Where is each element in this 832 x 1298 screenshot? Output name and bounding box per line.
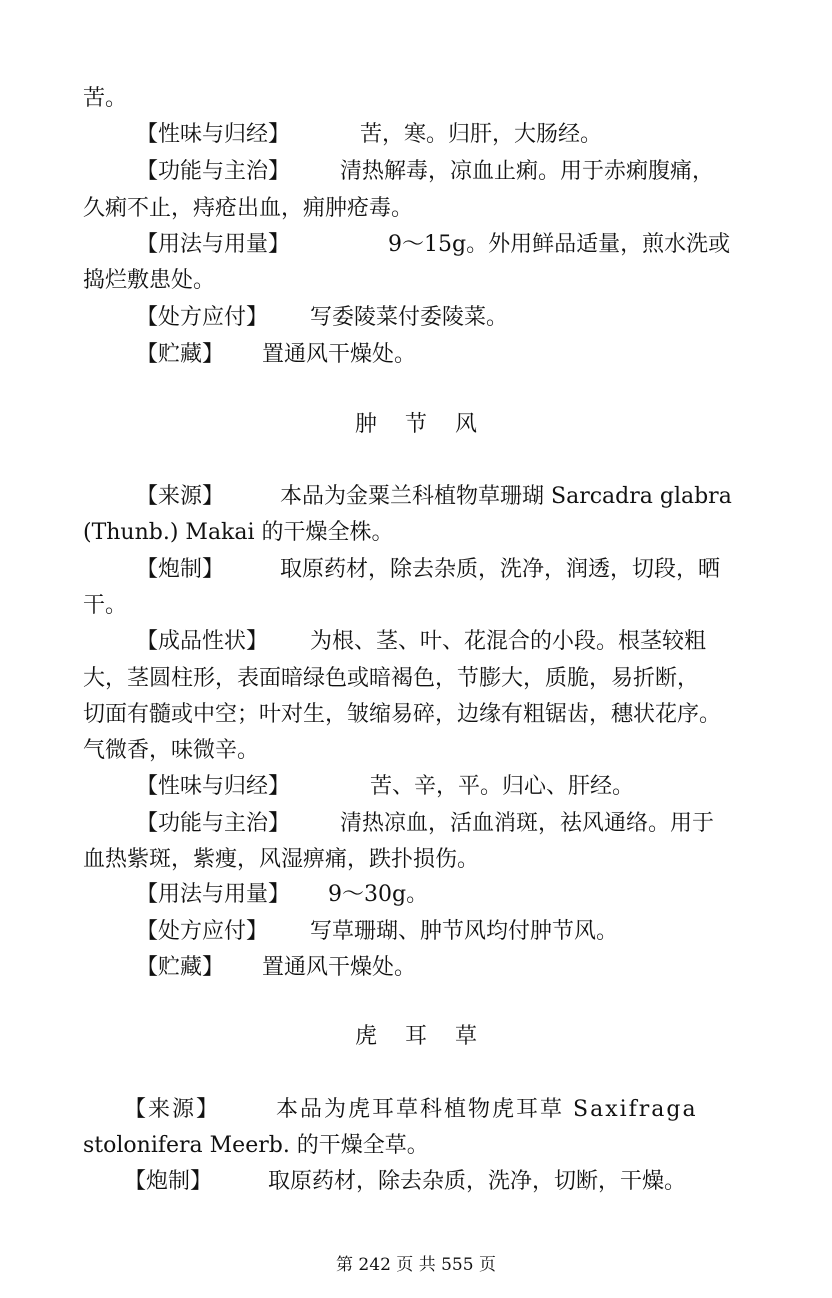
xingzhuang-text-1: 为根、茎、叶、花混合的小段。根茎较粗	[310, 629, 707, 654]
page-footer: 第 242 页 共 555 页	[336, 1255, 496, 1275]
yongfa2-label: 【用法与用量】	[136, 882, 291, 907]
zhucang-text: 置通风干燥处。	[262, 342, 417, 367]
xingzhuang-continuation-2	[0, 700, 832, 730]
xingzhuang-text-4: 气微香，味微辛。	[83, 738, 260, 763]
gongneng-text-2: 久痢不止，痔疮出血，痈肿疮毒。	[83, 196, 414, 221]
laiyuan-continuation	[0, 518, 832, 548]
gongneng2-label: 【功能与主治】	[136, 811, 291, 836]
section-title-huercao: 虎耳草	[354, 1024, 505, 1049]
laiyuan-entry	[0, 482, 832, 512]
xingzhuang-continuation-1	[0, 664, 832, 694]
yongfa2-text: 9～30g。	[328, 882, 429, 907]
chufang2-entry	[0, 917, 832, 947]
section-title-zhongjiefeng: 肿节风	[354, 412, 505, 437]
laiyuan-label: 【来源】	[136, 484, 225, 509]
xingwei-entry	[0, 120, 832, 150]
yongfa-entry	[0, 230, 832, 260]
gongneng2-text-1: 清热凉血，活血消斑，祛风通络。用于	[340, 811, 715, 836]
gongneng-continuation	[0, 194, 832, 224]
xingzhuang-entry	[0, 627, 832, 657]
xingzhuang-text-3: 切面有髓或中空；叶对生，皱缩易碎，边缘有粗锯齿，穗状花序。	[83, 702, 722, 727]
continuation-value: 苦。	[83, 86, 128, 111]
laiyuan-text-2: (Thunb.) Makai 的干燥全株。	[83, 520, 394, 545]
chufang2-text: 写草珊瑚、肿节风均付肿节风。	[310, 919, 619, 944]
gongneng2-text-2: 血热紫斑，紫痩，风湿痹痛，跌扑损伤。	[83, 847, 480, 872]
xingwei-text: 苦，寒。归肝，大肠经。	[360, 122, 603, 147]
laiyuan3-continuation	[0, 1131, 832, 1161]
chufang2-label: 【处方应付】	[136, 919, 269, 944]
gongneng-text-1: 清热解毒，凉血止痢。用于赤痢腹痛，	[340, 159, 715, 184]
laiyuan3-text-2: stolonifera Meerb. 的干燥全草。	[83, 1133, 429, 1158]
xingzhuang-continuation-3	[0, 736, 832, 766]
paozhi3-entry	[0, 1167, 832, 1197]
gongneng-entry	[0, 157, 832, 187]
chufang-text: 写委陵菜付委陵菜。	[310, 305, 509, 330]
zhucang2-text: 置通风干燥处。	[262, 955, 417, 980]
xingwei2-label: 【性味与归经】	[136, 774, 291, 799]
chufang-label: 【处方应付】	[136, 305, 269, 330]
paozhi-continuation	[0, 591, 832, 621]
gongneng2-entry	[0, 809, 832, 839]
laiyuan3-entry	[0, 1095, 832, 1125]
yongfa-text-1: 9～15g。外用鲜品适量，煎水洗或	[388, 232, 731, 257]
zhucang-label: 【贮藏】	[136, 342, 225, 367]
xingwei2-entry	[0, 772, 832, 802]
continuation-text	[0, 84, 832, 114]
yongfa2-entry	[0, 880, 832, 910]
laiyuan-text-1: 本品为金粟兰科植物草珊瑚 Sarcadra glabra	[280, 484, 732, 509]
paozhi-text-2: 干。	[83, 593, 128, 618]
xingwei-label: 【性味与归经】	[136, 122, 291, 147]
xingzhuang-text-2: 大，茎圆柱形，表面暗绿色或暗褐色，节膨大，质脆，易折断，	[83, 666, 700, 691]
zhucang2-label: 【贮藏】	[136, 955, 225, 980]
yongfa-continuation	[0, 266, 832, 296]
paozhi3-text: 取原药材，除去杂质，洗净，切断，干燥。	[268, 1169, 687, 1194]
paozhi-label: 【炮制】	[136, 557, 225, 582]
zhucang-entry	[0, 340, 832, 370]
laiyuan3-label: 【来源】	[124, 1097, 221, 1122]
yongfa-label: 【用法与用量】	[136, 232, 291, 257]
xingzhuang-label: 【成品性状】	[136, 629, 269, 654]
paozhi-entry	[0, 555, 832, 585]
yongfa-text-2: 捣烂敷患处。	[83, 268, 216, 293]
gongneng2-continuation	[0, 845, 832, 875]
paozhi3-label: 【炮制】	[124, 1169, 213, 1194]
laiyuan3-text-1: 本品为虎耳草科植物虎耳草 Saxifraga	[276, 1097, 698, 1122]
zhucang2-entry	[0, 953, 832, 983]
chufang-entry	[0, 303, 832, 333]
paozhi-text-1: 取原药材，除去杂质，洗净，润透，切段，晒	[280, 557, 721, 582]
xingwei2-text: 苦、辛，平。归心、肝经。	[370, 774, 635, 799]
gongneng-label: 【功能与主治】	[136, 159, 291, 184]
